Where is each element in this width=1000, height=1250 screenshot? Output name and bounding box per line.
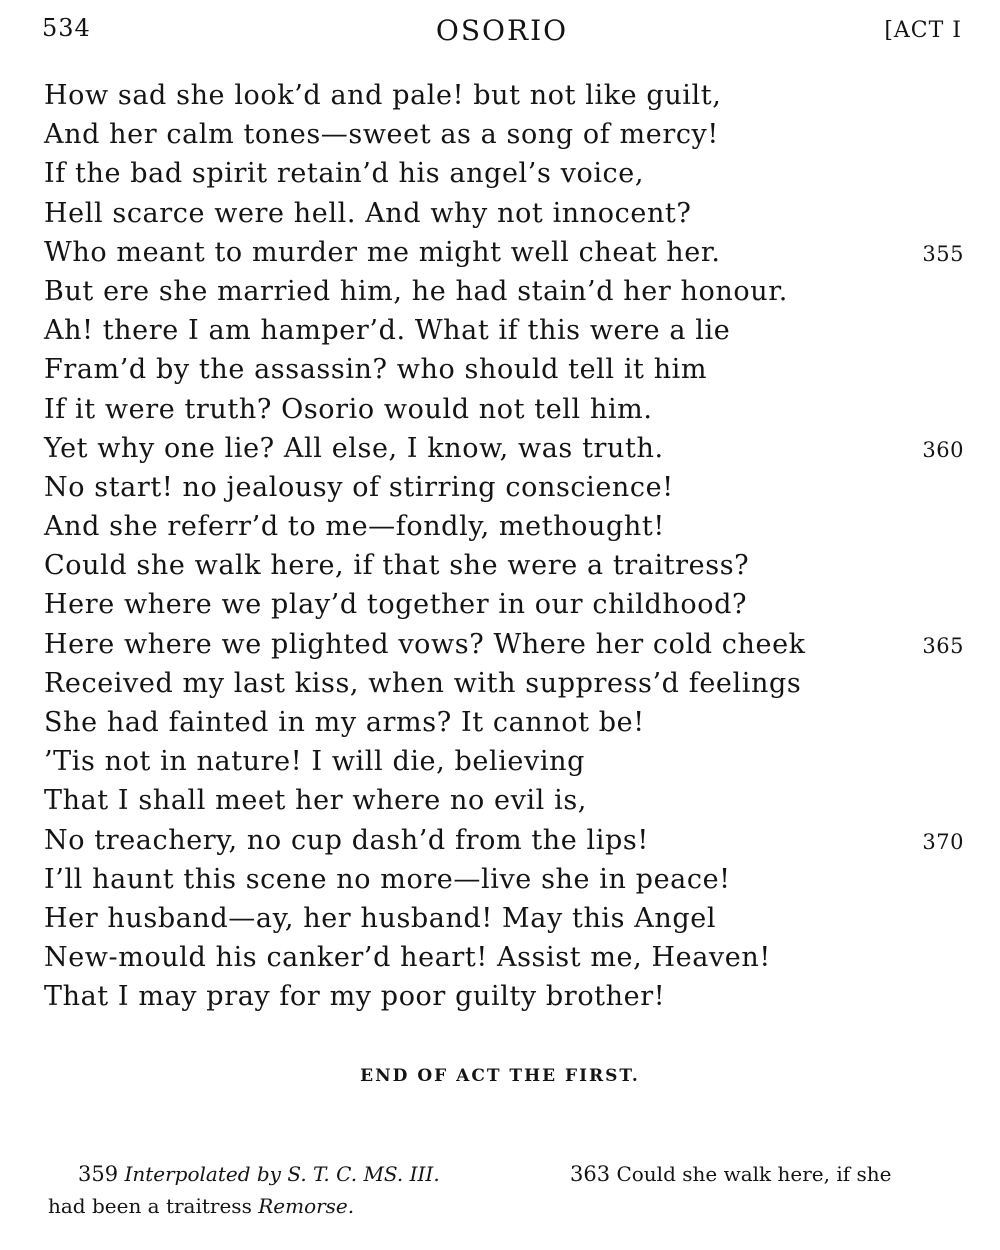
line-number: 370 — [922, 829, 964, 854]
verse-line — [44, 742, 964, 781]
verse-line — [44, 233, 964, 272]
verse-text: I’ll haunt this scene no more—live she in peace! — [44, 863, 731, 895]
verse-text: Fram’d by the assassin? who should tell it him — [44, 354, 708, 386]
verse-text: Who meant to murder me might well cheat her. — [44, 236, 721, 268]
verse-line — [44, 860, 964, 899]
verse-text: If it were truth? Osorio would not tell him. — [44, 393, 653, 425]
verse-text: Received my last kiss, when with suppress’d feelings — [44, 667, 802, 699]
verse-text: And her calm tones—sweet as a song of mercy! — [44, 119, 719, 151]
verse-text: That I may pray for my poor guilty brother! — [44, 981, 666, 1013]
running-title: OSORIO — [435, 14, 569, 47]
line-number: 355 — [922, 241, 964, 266]
footnote-text: Could she walk here, if she — [616, 1162, 892, 1186]
verse-line — [44, 272, 964, 311]
verse-line — [44, 546, 964, 585]
verse-text: Yet why one lie? All else, I know, was truth. — [44, 432, 664, 464]
verse-line — [44, 938, 964, 977]
verse-text: Ah! there I am hamper’d. What if this were a lie — [44, 315, 731, 347]
verse-line — [44, 625, 964, 664]
verse-line — [44, 390, 964, 429]
verse-line — [44, 585, 964, 624]
line-number: 365 — [922, 633, 964, 658]
running-header — [42, 12, 962, 52]
verse-line — [44, 154, 964, 193]
footnote-363 — [570, 1158, 891, 1190]
verse-line — [44, 977, 964, 1016]
verse-text: Here where we play’d together in our childhood? — [44, 589, 748, 621]
verse-line — [44, 311, 964, 350]
verse-block — [44, 76, 964, 1017]
verse-line — [44, 115, 964, 154]
verse-line — [44, 468, 964, 507]
footnote-number: 359 — [78, 1162, 119, 1186]
footnote-text: Interpolated by S. T. C. MS. III. — [124, 1162, 440, 1186]
verse-text: But ere she married him, he had stain’d her honour. — [44, 275, 788, 307]
verse-line — [44, 899, 964, 938]
verse-line — [44, 781, 964, 820]
footnotes — [48, 1158, 968, 1222]
verse-line — [44, 703, 964, 742]
verse-text: That I shall meet her where no evil is, — [44, 785, 587, 817]
verse-text: No treachery, no cup dash’d from the lips! — [44, 824, 649, 856]
verse-text: ’Tis not in nature! I will die, believing — [44, 746, 585, 778]
verse-text: How sad she look’d and pale! but not like guilt, — [44, 80, 722, 111]
verse-line — [44, 429, 964, 468]
verse-text: If the bad spirit retain’d his angel’s voice, — [44, 158, 645, 190]
footnote-number: 363 — [570, 1162, 611, 1186]
verse-line — [44, 76, 964, 115]
verse-line — [44, 350, 964, 389]
verse-text: Here where we plighted vows? Where her cold cheek — [44, 628, 806, 660]
verse-text: She had fainted in my arms? It cannot be! — [44, 707, 645, 738]
page-number: 534 — [42, 14, 91, 42]
footnote-continuation — [48, 1190, 968, 1222]
verse-line — [44, 507, 964, 546]
footnote-359 — [78, 1158, 440, 1190]
act-label: [ACT I — [884, 18, 962, 43]
verse-text: Hell scarce were hell. And why not innocent? — [44, 197, 692, 229]
verse-line — [44, 664, 964, 703]
footnote-text: had been a traitress — [48, 1194, 252, 1218]
verse-text: And she referr’d to me—fondly, methought! — [44, 511, 665, 543]
verse-line — [44, 821, 964, 860]
verse-text: No start! no jealousy of stirring conscience! — [44, 471, 674, 503]
line-number: 360 — [922, 437, 964, 462]
footnote-source: Remorse. — [258, 1194, 355, 1218]
verse-text: Her husband—ay, her husband! May this Angel — [44, 902, 717, 934]
verse-text: New-mould his canker’d heart! Assist me, Heaven! — [44, 942, 771, 974]
end-of-act-heading: END OF ACT THE FIRST. — [360, 1066, 640, 1086]
verse-line — [44, 194, 964, 233]
verse-text: Could she walk here, if that she were a traitress? — [44, 550, 750, 582]
